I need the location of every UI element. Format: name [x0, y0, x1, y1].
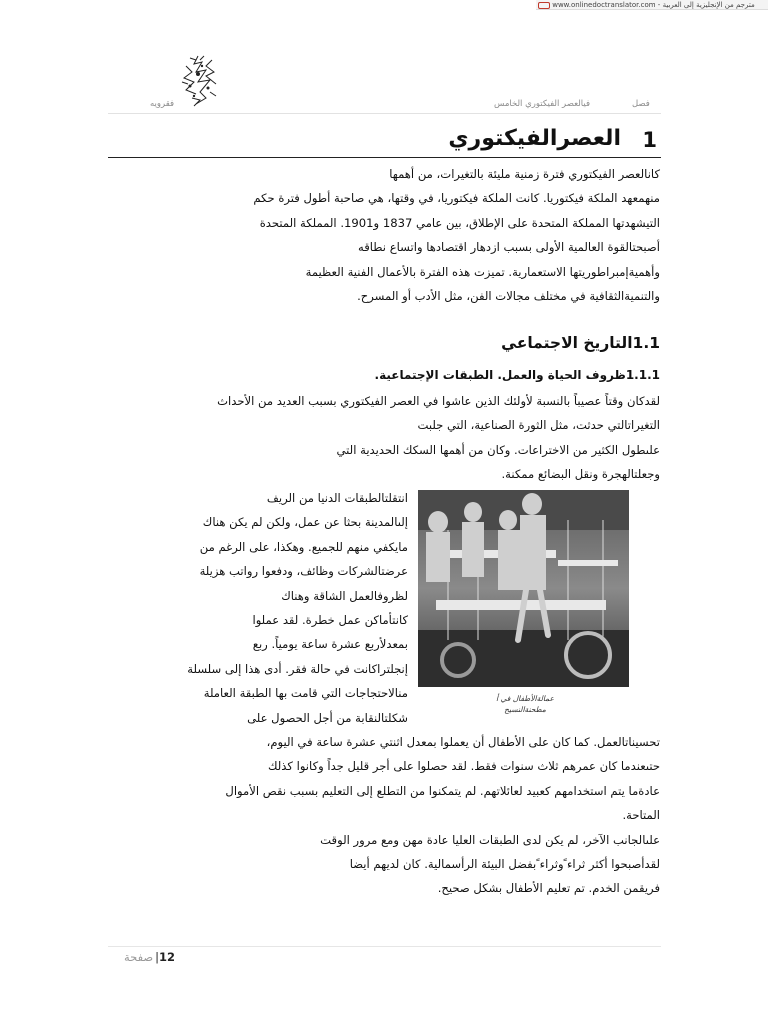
chapter-number: 1 — [642, 128, 657, 152]
text-line: حتىعندما كان عمرهم ثلاث سنوات فقط. لقد حصلوا على أجر قليل جداً وكانوا كذلك — [268, 759, 660, 774]
caption-line: عمالةالأطفال في أ — [496, 694, 554, 703]
text-line: التيشهدتها المملكة المتحدة على الإطلاق، بين عامي 1837 و1901. المملكة المتحدة — [259, 215, 660, 230]
text-line: إلىالمدينة بحثا عن عمل، ولكن لم يكن هناك — [202, 515, 408, 530]
page-header — [108, 96, 661, 114]
page-number: 12 — [159, 950, 176, 964]
text-line: فريقمن الخدم. تم تعليم الأطفال بشكل صحيح. — [437, 881, 660, 896]
child-labor-photo — [418, 490, 629, 687]
section-paragraph — [100, 389, 660, 487]
text-line: عرضتالشركات وظائف، ودفعوا رواتب هزيلة — [199, 564, 408, 579]
text-line: شكلتالنقابة من أجل الحصول على — [247, 710, 408, 725]
text-line: علىالجانب الآخر، لم يكن لدى الطبقات العليا عادة مهن ومع مرور الوقت — [320, 832, 660, 847]
page-label: صفحة — [124, 950, 154, 964]
text-line: المتاحة. — [622, 808, 660, 823]
header-chapter-label: فصل — [632, 99, 650, 109]
page-footer — [108, 946, 661, 970]
text-line: والتنميةالثقافية في مختلف مجالات الفن، مثل الأدب أو المسرح. — [357, 289, 660, 304]
translator-logo-icon — [538, 2, 550, 9]
text-line: لقدأصبحوا أكثر ثراء ًوثراء ًبفضل البيئة الرأسمالية. كان لديهم أيضا — [349, 857, 660, 872]
text-line: وجعلتالهجرة ونقل البضائع ممكنة. — [501, 467, 660, 482]
text-line: لظروفالعمل الشاقة وهناك — [281, 588, 408, 603]
wrapped-paragraph — [150, 486, 408, 730]
text-line: إنجلتراكانت في حالة فقر. أدى هذا إلى سلسلة — [187, 661, 408, 676]
text-line: كانتأماكن عمل خطرة. لقد عملوا — [252, 613, 408, 628]
chapter-heading — [108, 122, 661, 158]
browser-url-text: www.onlinedoctranslator.com - مترجم من الإنجليزية إلى العربية — [552, 1, 755, 9]
text-line: انتقلتالطبقات الدنيا من الريف — [266, 491, 408, 505]
section-heading: 1.1التاريخ الاجتماعي — [501, 334, 660, 352]
text-line: وأهميةإمبراطوريتها الاستعمارية. تميزت هذه الفترة بالأعمال الفنية العظيمة — [305, 264, 660, 279]
text-line: لقدكان وقتاً عصيباً بالنسبة لأولئك الذين عاشوا في العصر الفيكتوري بسبب العديد من الأحداث — [217, 394, 660, 408]
text-line: مايكفي منهم للجميع. وهكذا، على الرغم من — [199, 539, 408, 554]
browser-url-bar — [536, 0, 768, 10]
page-number-block: 12|صفحة — [124, 950, 176, 964]
text-line: عادةما يتم استخدامهم كعبيد لعائلاتهم. لم يتمكنوا من التطلع إلى التعليم بسبب نقص الأموال — [225, 783, 660, 798]
text-line: كانالعصر الفيكتوري فترة زمنية مليئة بالتغيرات، من أهمها — [389, 167, 660, 181]
intro-paragraph — [100, 162, 660, 308]
header-left-text: فقرويه — [150, 99, 175, 109]
header-chapter-title: فيالعصر الفيكتوري الخامس — [494, 99, 591, 109]
photo-caption — [420, 693, 630, 715]
chapter-title: العصرالفيكتوري — [448, 126, 621, 151]
subsection-heading: 1.1.1ظروف الحياة والعمل. الطبقات الإجتماعية. — [374, 368, 660, 382]
closing-paragraph — [100, 730, 660, 901]
text-line: منالاحتجاجات التي قامت بها الطبقة العاملة — [203, 686, 408, 701]
caption-line: مطحنةالنسيج — [504, 705, 546, 714]
text-line: منهمعهد الملكة فيكتوريا. كانت الملكة فيكتوريا، في وقتها، هي صاحبة أطول فترة حكم — [253, 191, 660, 206]
text-line: أصبحتالقوة العالمية الأولى بسبب ازدهار اقتصادها واتساع نطاقه — [358, 240, 660, 255]
text-line: التغيراتالتي حدثت، مثل الثورة الصناعية، التي جلبت — [417, 418, 660, 433]
text-line: تحسيناتالعمل. كما كان على الأطفال أن يعملوا بمعدل اثنتي عشرة ساعة في اليوم، — [266, 735, 660, 749]
text-line: بمعدلأربع عشرة ساعة يومياً. ربع — [252, 637, 408, 652]
text-line: علىطول الكثير من الاختراعات. وكان من أهمها السكك الحديدية التي — [336, 442, 660, 457]
